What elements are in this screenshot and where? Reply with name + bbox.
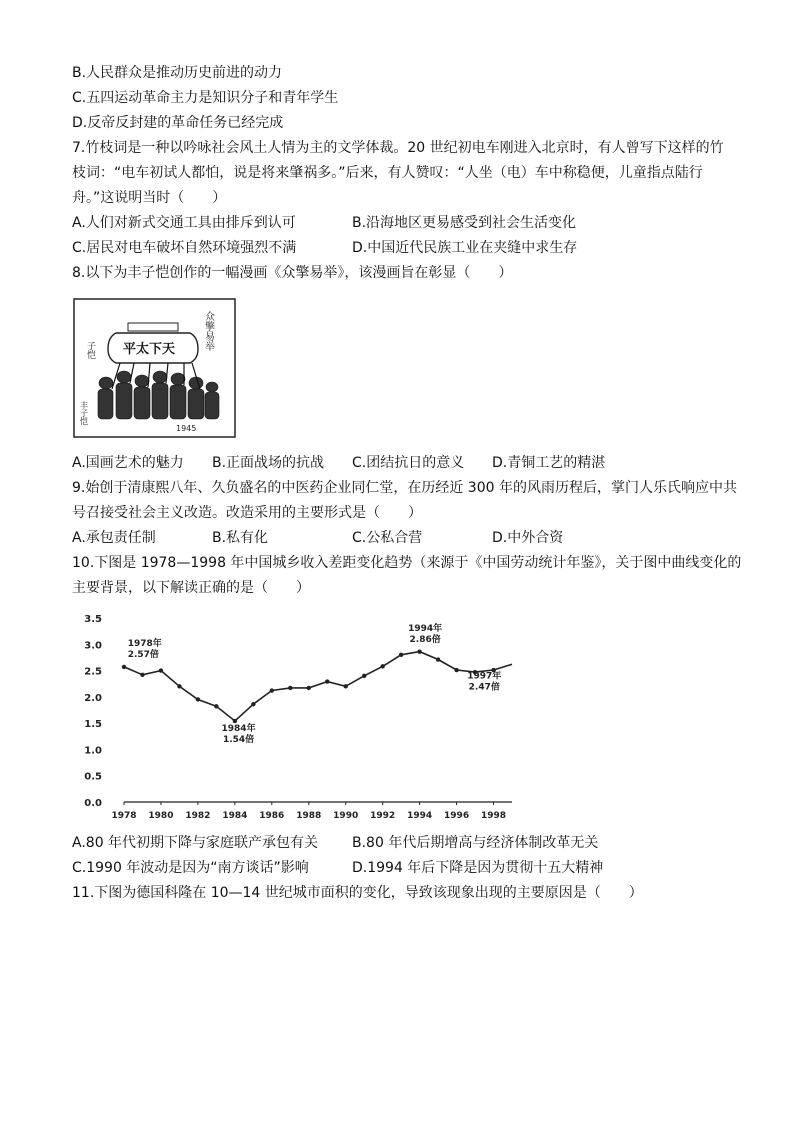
data-point — [344, 684, 348, 688]
y-tick-label: 2.0 — [84, 692, 102, 704]
chart-y-tick-labels — [84, 614, 102, 809]
annotation-value: 2.86倍 — [409, 635, 441, 646]
y-tick-label: 3.0 — [84, 640, 102, 652]
annotation-value: 2.57倍 — [127, 649, 159, 660]
q10-option-a: A.80 年代初期下降与家庭联产承包有关 — [72, 835, 319, 851]
q8-option-b: B.正面战场的抗战 — [212, 455, 325, 471]
q10-option-d: D.1994 年后下降是因为贯彻十五大精神 — [352, 860, 604, 876]
data-point — [362, 674, 366, 678]
x-tick-label: 1988 — [296, 811, 322, 821]
x-tick-label: 1998 — [480, 811, 507, 821]
annotation-year: 1978年 — [127, 638, 162, 649]
q10-stem-2: 主要背景，以下解读正确的是（ ） — [72, 580, 310, 596]
q9-option-c: C.公私合营 — [352, 530, 423, 546]
q7-option-d: D.中国近代民族工业在夹缝中求生存 — [352, 240, 578, 256]
x-tick-label: 1984 — [222, 811, 248, 821]
cartoon-left-text: 子恺 — [85, 341, 95, 359]
chart-points — [122, 649, 496, 723]
q7-option-b: B.沿海地区更易感受到社会生活变化 — [352, 215, 577, 231]
x-tick-label: 1982 — [185, 811, 211, 821]
data-point — [214, 704, 218, 708]
y-tick-label: 2.5 — [84, 666, 102, 678]
data-point — [454, 668, 458, 672]
series-line — [124, 652, 512, 721]
x-tick-label: 1994 — [407, 811, 433, 821]
annotation-year: 1994年 — [408, 624, 443, 635]
data-point — [307, 686, 311, 690]
q7-option-c: C.居民对电车破坏自然环境强烈不满 — [72, 240, 297, 256]
annotation-value: 1.54倍 — [222, 735, 255, 746]
income-gap-chart — [72, 610, 527, 825]
y-tick-label: 0.0 — [84, 798, 102, 809]
data-point — [380, 664, 384, 668]
data-point — [270, 688, 274, 692]
q8-option-a: A.国画艺术的魅力 — [72, 455, 184, 471]
cartoon-signature: 丰子恺 — [79, 401, 89, 425]
chart-annotations — [128, 622, 502, 745]
x-tick-label: 1992 — [370, 811, 396, 821]
line-b: B.人民群众是推动历史前进的动力 — [72, 65, 283, 81]
y-tick-label: 1.0 — [84, 745, 102, 757]
y-tick-label: 1.5 — [84, 719, 102, 731]
data-point — [196, 697, 200, 701]
q10-stem-1: 10.下图是 1978—1998 年中国城乡收入差距变化趋势（来源于《中国劳动统计年鉴》，关于图中曲线变化的 — [72, 555, 742, 571]
x-tick-label: 1990 — [333, 811, 359, 821]
data-point — [140, 673, 144, 677]
q7-option-a: A.人们对新式交通工具由排斥到认可 — [72, 215, 296, 231]
data-point — [159, 668, 163, 672]
data-point — [177, 684, 181, 688]
cartoon-jar-text: 平太下天 — [123, 342, 176, 357]
y-tick-label: 0.5 — [84, 771, 102, 783]
annotation-year: 1997年 — [467, 671, 502, 682]
q9-option-b: B.私有化 — [212, 530, 269, 546]
q11-stem: 11.下图为德国科隆在 10—14 世纪城市面积的变化，导致该现象出现的主要原因是（ ） — [72, 885, 643, 901]
x-tick-label: 1980 — [148, 811, 174, 821]
q9-stem-2: 号召接受社会主义改造。改造采用的主要形式是（ ） — [72, 505, 422, 521]
data-point — [436, 657, 440, 661]
chart-x-tick-labels — [111, 811, 506, 821]
x-tick-label: 1986 — [259, 811, 285, 821]
q8-option-d: D.青铜工艺的精湛 — [492, 455, 606, 471]
data-point — [233, 719, 237, 723]
data-point — [325, 679, 329, 683]
data-point — [122, 665, 126, 669]
cartoon-image — [72, 297, 237, 439]
q9-option-d: D.中外合资 — [492, 530, 564, 546]
q8-option-c: C.团结抗日的意义 — [352, 455, 465, 471]
data-point — [288, 686, 292, 690]
y-tick-label: 3.5 — [84, 614, 102, 625]
cartoon-year: 1945 — [176, 424, 197, 433]
chart-axes — [124, 802, 512, 805]
line-c: C.五四运动革命主力是知识分子和青年学生 — [72, 90, 339, 106]
cartoon-title-text: 众擎易举 — [202, 311, 214, 351]
q7-stem-1: 7.竹枝词是一种以吟咏社会风土人情为主的文学体裁。20 世纪初电车刚进入北京时，有人曾写下这样的竹 — [72, 140, 724, 156]
annotation-year: 1984年 — [221, 724, 256, 735]
data-point — [417, 649, 421, 653]
q10-option-b: B.80 年代后期增高与经济体制改革无关 — [352, 835, 599, 851]
q8-stem: 8.以下为丰子恺创作的一幅漫画《众擎易举》，该漫画旨在彰显（ ） — [72, 265, 513, 281]
x-tick-label: 1978 — [111, 811, 137, 821]
q9-option-a: A.承包责任制 — [72, 530, 156, 546]
q7-stem-3: 舟。”这说明当时（ ） — [72, 190, 227, 206]
q9-stem-1: 9.始创于清康熙八年、久负盛名的中医药企业同仁堂，在历经近 300 年的风雨历程后，掌门人乐氏响应中共 — [72, 480, 737, 496]
q10-option-c: C.1990 年波动是因为“南方谈话”影响 — [72, 860, 309, 876]
q7-stem-2: 枝词：“电车初试人都怕，说是将来肇祸多。”后来，有人赞叹：“人坐（电）车中称稳便，儿童指点陆行 — [72, 165, 703, 181]
data-point — [251, 702, 255, 706]
line-d: D.反帝反封建的革命任务已经完成 — [72, 115, 284, 131]
data-point — [399, 653, 403, 657]
x-tick-label: 1996 — [444, 811, 470, 821]
annotation-value: 2.47倍 — [468, 682, 500, 693]
